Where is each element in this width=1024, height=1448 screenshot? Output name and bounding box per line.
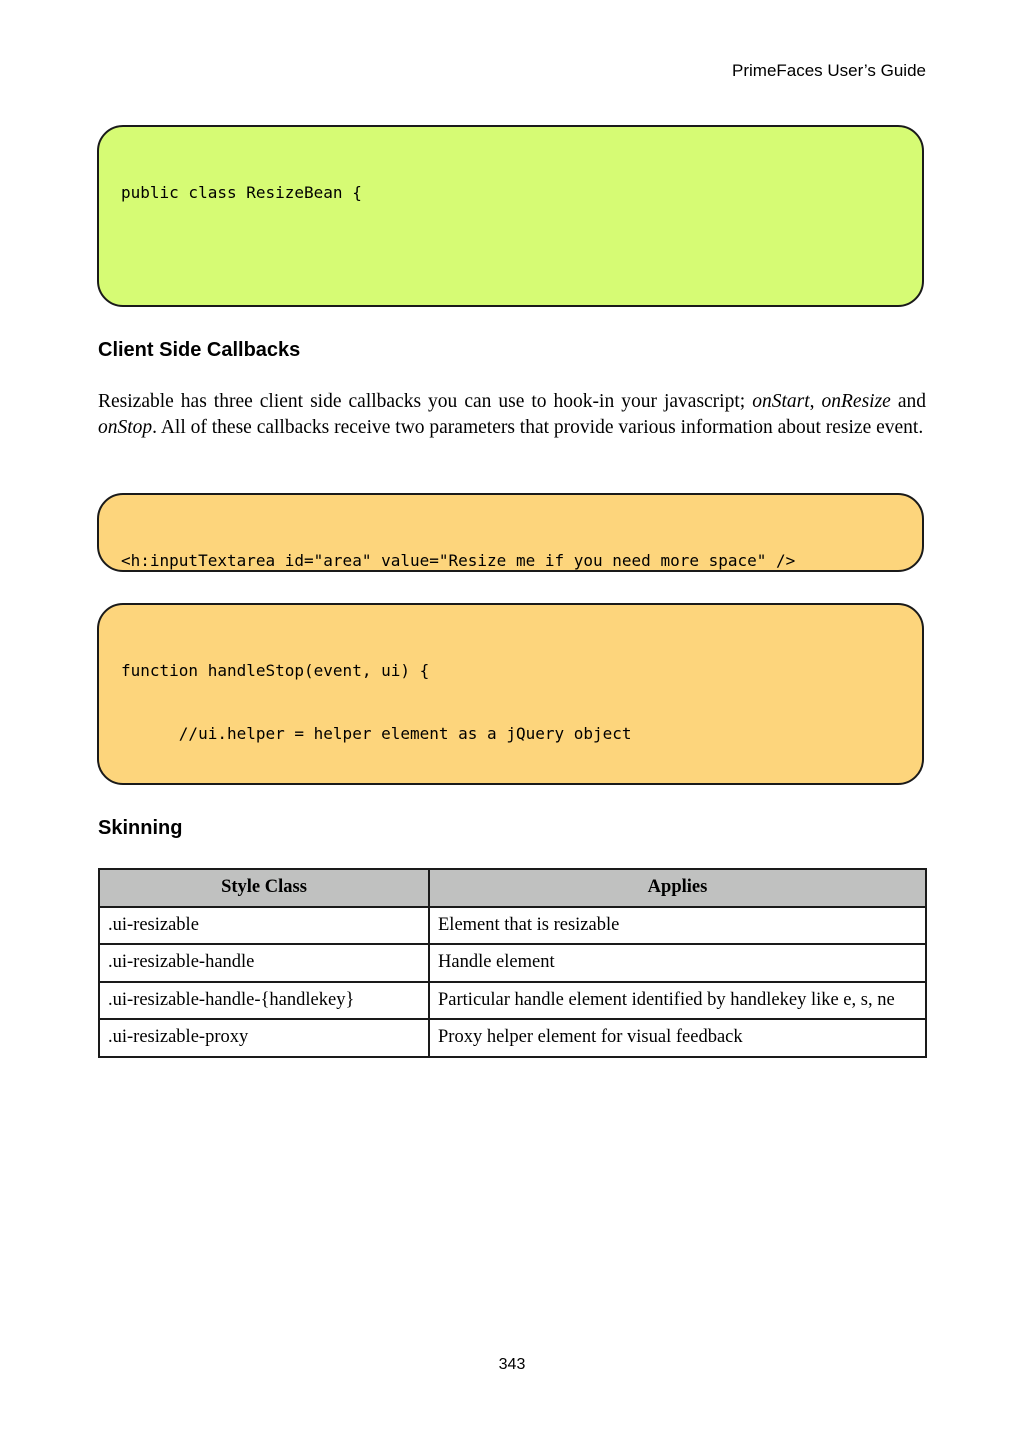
paragraph-text: and <box>890 391 927 412</box>
code-line: <h:inputTextarea id="area" value="Resize me if you need more space" /> <box>121 551 796 571</box>
table-row <box>99 982 926 1020</box>
style-class-cell: .ui-resizable-handle <box>99 944 429 982</box>
applies-cell: Proxy helper element for visual feedback <box>429 1019 926 1057</box>
code-line: function handleStop(event, ui) { <box>121 661 430 681</box>
table-header-row <box>99 869 926 907</box>
page-number: 343 <box>498 1356 526 1373</box>
callback-onstop: onStop <box>98 416 153 438</box>
style-class-cell: .ui-resizable <box>99 907 429 945</box>
code-block-markup <box>97 493 924 572</box>
callback-onresize: onResize <box>821 391 891 412</box>
code-line: public class ResizeBean { <box>121 183 362 203</box>
column-header-style-class: Style Class <box>99 869 429 907</box>
code-block-resize-bean <box>97 125 924 307</box>
table-row <box>99 944 926 982</box>
style-class-cell: .ui-resizable-proxy <box>99 1019 429 1057</box>
column-header-applies: Applies <box>429 869 926 907</box>
section-heading-callbacks: Client Side Callbacks <box>98 339 301 361</box>
table-row <box>99 907 926 945</box>
applies-cell: Handle element <box>429 944 926 982</box>
table-row <box>99 1019 926 1057</box>
paragraph-text: . All of these callbacks receive two parameters that provide various information about resize event. <box>152 416 924 438</box>
section-heading-skinning: Skinning <box>98 817 183 839</box>
code-line: //ui.helper = helper element as a jQuery object <box>121 723 632 743</box>
running-header: PrimeFaces User’s Guide <box>732 61 926 80</box>
paragraph-text: Resizable has three client side callbacks you can use to hook-in your javascript; <box>98 391 753 412</box>
code-block-handle-stop <box>97 603 924 785</box>
applies-cell: Element that is resizable <box>429 907 926 945</box>
callback-onstart: onStart <box>752 391 810 412</box>
callbacks-paragraph <box>98 389 926 440</box>
paragraph-text: , <box>809 391 822 412</box>
applies-cell: Particular handle element identified by handlekey like e, s, ne <box>429 982 926 1020</box>
style-class-table <box>98 868 927 1058</box>
style-class-cell: .ui-resizable-handle-{handlekey} <box>99 982 429 1020</box>
code-line <box>121 246 922 267</box>
